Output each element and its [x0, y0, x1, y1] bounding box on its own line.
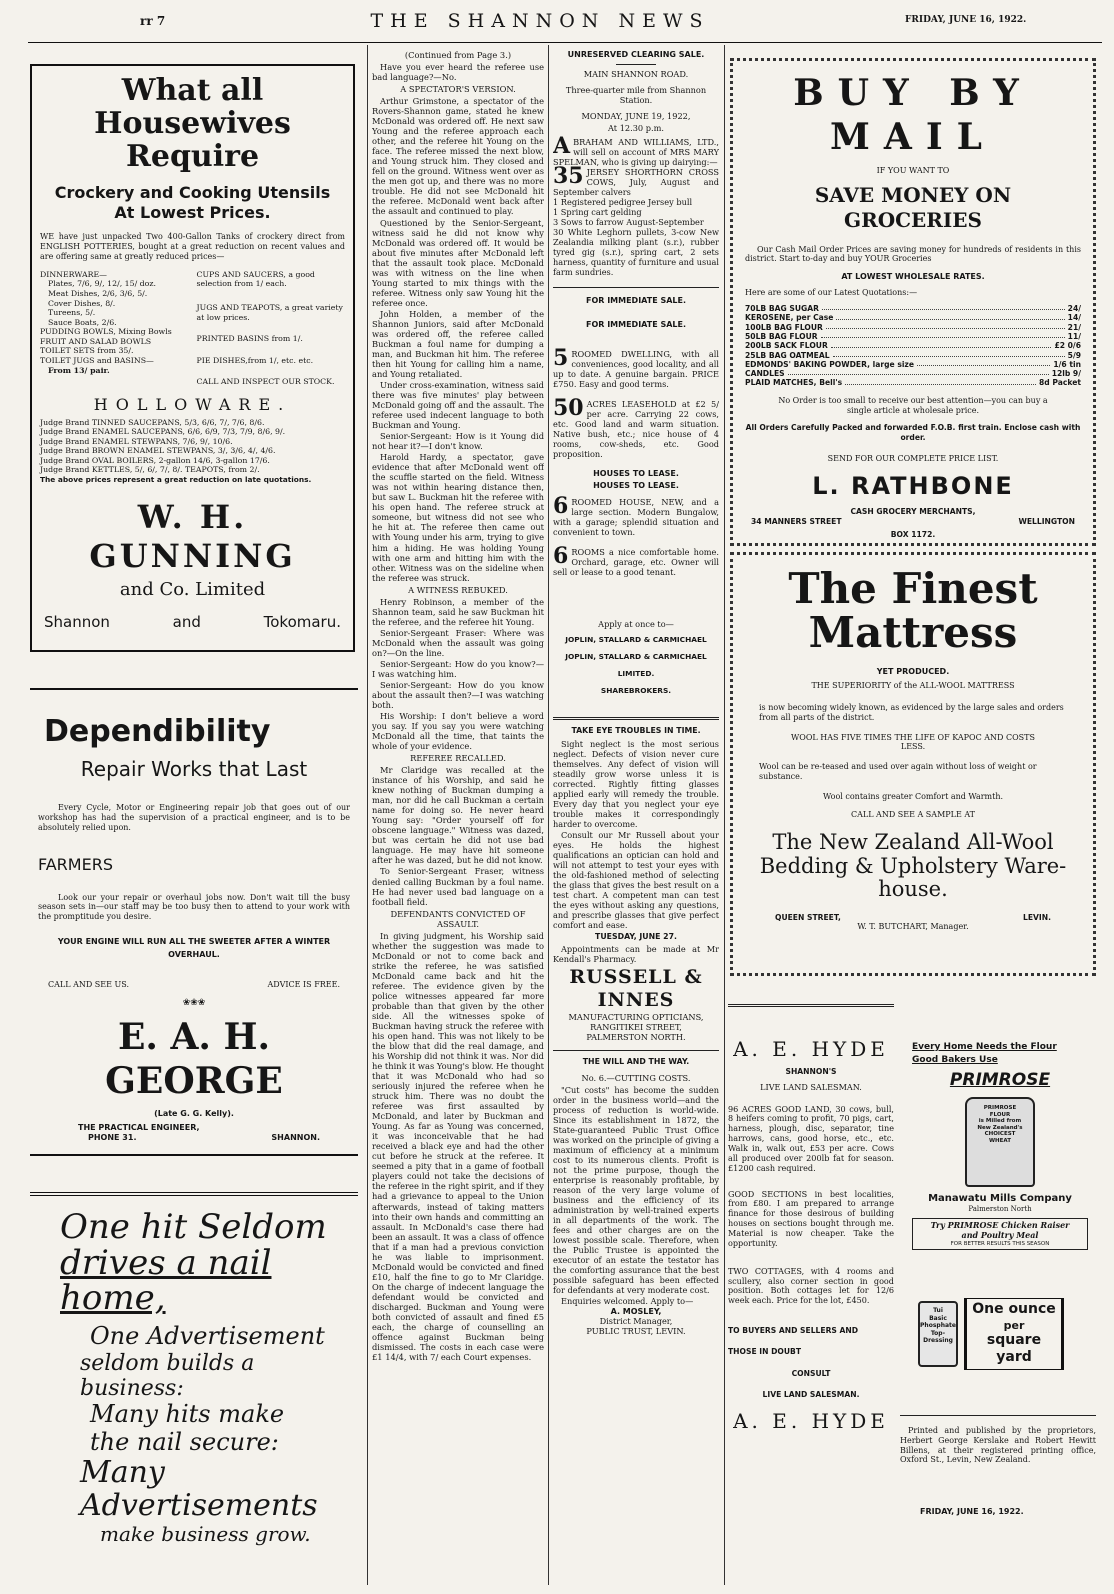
eyes-date: TUESDAY, JUNE 27.: [595, 932, 677, 942]
item-name: 25LB BAG OATMEAL: [745, 350, 830, 360]
hyde-p5: THOSE IN DOUBT: [728, 1347, 802, 1357]
mattress-firm-3: house.: [878, 876, 948, 901]
will-number: No. 6.—CUTTING COSTS.: [581, 1072, 691, 1083]
location-tokomaru: Tokomaru.: [263, 612, 341, 631]
slogan-line: drives a nail home,: [60, 1242, 272, 1319]
will-role: District Manager,: [599, 1316, 673, 1327]
gunning-headline-2: Require: [125, 139, 260, 174]
price-row: [745, 313, 1081, 322]
column-rule: [367, 45, 368, 1585]
header-rule: [28, 42, 1102, 43]
george-advice: ADVICE IS FREE.: [267, 979, 340, 989]
imprint: [900, 1412, 1096, 1582]
mattress-p2: WOOL HAS FIVE TIMES THE LIFE OF KAPOC AND COSTS LESS.: [791, 732, 1035, 752]
subheading: A SPECTATOR'S VERSION.: [400, 84, 516, 95]
sack-text: CHOICEST: [984, 1131, 1016, 1138]
slogan-line: the nail secure:: [90, 1427, 279, 1456]
list-item: TOILET JUGS and BASINS—: [40, 356, 154, 366]
rathbone-advertisement: [730, 58, 1096, 546]
george-advertisement: [30, 688, 358, 1156]
item-name: 100LB BAG FLOUR: [745, 322, 823, 332]
list-item: CUPS AND SAUCERS, a good selection from 1/ each.: [196, 269, 315, 289]
paragraph: Enquiries welcomed. Apply to—: [561, 1295, 694, 1306]
bag-text: Phosphate: [920, 1322, 956, 1329]
item-price: 1/6 tin: [1053, 359, 1081, 369]
mattress-headline-2: Mattress: [808, 608, 1018, 658]
rathbone-merch: CASH GROCERY MERCHANTS,: [850, 507, 976, 517]
eyes-heading: TAKE EYE TROUBLES IN TIME.: [571, 725, 701, 735]
price-row: [745, 323, 1081, 332]
primrose-better: FOR BETTER RESULTS THIS SEASON: [950, 1240, 1050, 1247]
hyde-name-2: A. E. HYDE: [733, 1409, 889, 1434]
primrose-advertisement: [912, 1042, 1088, 1260]
gunning-headline: What all Housewives: [94, 73, 291, 141]
list-item: TOILET SETS from 35/.: [40, 346, 134, 356]
sale-date: MONDAY, JUNE 19, 1922,: [581, 110, 691, 121]
paragraph: Henry Robinson, a member of the Shannon team, said he saw Buckman hit the referee, and the referee hit Young.: [372, 596, 544, 627]
drop-cap: A: [553, 132, 571, 159]
sack-text: WHEAT: [988, 1138, 1011, 1144]
broker-limited: LIMITED.: [617, 668, 655, 678]
sack-text: FLOUR: [989, 1111, 1011, 1118]
classifieds-column: [553, 48, 719, 1590]
hyde-consult: CONSULT: [791, 1368, 831, 1378]
primrose-try: Try PRIMROSE Chicken Raiser: [930, 1219, 1070, 1230]
drop-number: 6: [553, 542, 569, 569]
item-name: CANDLES: [745, 369, 785, 379]
fertilizer-bag-icon: [918, 1301, 958, 1367]
drop-number: 35: [553, 162, 584, 189]
gunning-locations: [40, 613, 345, 631]
mattress-p3: Wool can be re-teased and used over again without loss of weight or substance.: [759, 762, 1037, 781]
mattress-firm: The New Zealand All-Wool: [772, 830, 1054, 855]
item-price: 24/: [1067, 303, 1081, 313]
basic-slogan: One ounce: [972, 1301, 1056, 1318]
paragraph: Senior-Sergeant: How do you know about the assault then?—I was watching both.: [372, 679, 544, 710]
mattress-superiority: THE SUPERIORITY of the ALL-WOOL MATTRESS: [811, 681, 1015, 691]
subheading: DEFENDANTS CONVICTED OF ASSAULT.: [390, 908, 526, 929]
paragraph: Harold Hardy, a spectator, gave evidence that after McDonald went off the scuffle started on the field. Witness was not within hearing distance then, but saw L. Buckman hit the referee with his open hand. The referee struck at someone, but witness did not see who he hit at. The referee then came out with Young under his arm, trying to give him a hiding. He was holding Young with one arm and hitting him with the other. Witness was on the sideline when the referee was struck.: [372, 452, 544, 583]
slogan-line: One Advertisement: [90, 1322, 325, 1351]
slogan-line: One hit Seldom: [60, 1207, 327, 1247]
subheading: REFEREE RECALLED.: [410, 753, 506, 764]
primrose-mills: Manawatu Mills Company: [928, 1193, 1072, 1205]
list-item: PUDDING BOWLS, Mixing Bowls: [40, 327, 172, 337]
basic-slogan: square yard: [986, 1332, 1042, 1366]
will-name: A. MOSLEY,: [610, 1306, 662, 1316]
slogan-line: Advertisements: [80, 1488, 318, 1524]
paragraph: Senior-Sergeant: How is it Young did not hear it?—I don't know.: [372, 431, 544, 452]
list-item: Judge Brand TINNED SAUCEPANS, 5/3, 6/6, 7/, 7/6, 8/6.: [40, 417, 265, 427]
immediate-heading: FOR IMMEDIATE SALE.: [585, 295, 687, 305]
list-item: 3 Sows to farrow August-September: [553, 216, 704, 227]
rathbone-street: 34 MANNERS STREET: [751, 516, 842, 526]
bag-text: Dressing: [923, 1337, 953, 1344]
paragraph: "Cut costs" has become the sudden order in the business world—and the process of reduction is world-wide. Since its establishment in 1872, the State-guaranteed Public Trust Office was worked on the principle of giving a maximum of efficiency at a minimum cost to its numerous clients. Profit is not the prime purpose, though the enterprise is reasonably profitable, by reason of the very large volume of business and the efficiency of its administration by well-trained experts in all departments of the work. The fees and other charges are on the lowest possible scale. Therefore, when the Public Trustee is appointed the executor of an estate the testator has the comforting assurance that the best possible safeguard has been effected for defendants at very moderate cost.: [553, 1084, 719, 1295]
list-item: JUGS AND TEAPOTS, a great variety at low prices.: [196, 302, 343, 322]
list-item: 1 Spring cart gelding: [553, 206, 642, 217]
mattress-firm-2: Bedding & Upholstery Ware-: [759, 853, 1067, 878]
george-subhead: Repair Works that Last: [80, 756, 308, 781]
item-price: £2 0/6: [1054, 341, 1081, 351]
listing-text: ROOMED HOUSE, NEW, and a large section. Modern Bungalow, with a garage; splendid situation and convenient to town.: [553, 496, 719, 537]
rathbone-headline-2: SAVE MONEY ON GROCERIES: [814, 183, 1012, 232]
subheading: A WITNESS REBUKED.: [408, 584, 508, 595]
list-item: Meat Dishes, 2/6, 3/6, 5/.: [48, 288, 148, 298]
price-row: [745, 369, 1081, 378]
primrose-palm: Palmerston North: [968, 1205, 1032, 1214]
mattress-street: QUEEN STREET,: [775, 912, 841, 922]
price-row: [745, 378, 1081, 387]
price-list: [745, 304, 1081, 388]
item-price: 8d Packet: [1039, 378, 1081, 388]
item-name: PLAID MATCHES, Bell's: [745, 378, 843, 388]
item-name: 50LB BAG FLOUR: [745, 331, 818, 341]
imprint-date: FRIDAY, JUNE 16, 1922.: [920, 1507, 1024, 1517]
gunning-firm: W. H. GUNNING: [89, 498, 296, 576]
holloware-heading: HOLLOWARE.: [93, 394, 292, 414]
mattress-manager: W. T. BUTCHART, Manager.: [857, 922, 969, 932]
george-call-row: [38, 980, 350, 990]
price-row: [745, 351, 1081, 360]
mattress-p1: is now becoming widely known, as evidenced by the large sales and orders from all parts of the district.: [759, 702, 1064, 722]
paragraph: Mr Claridge was recalled at the instance of his Worship, and said he knew nothing of Buckman dumping a man, nor did he call Buckman a certain name for doing so. He never heard Young say: "Order yourself off for obscene language." Witness was dazed, but was certain he did not use bad language. He may have hit someone after he was dazed, but he did not know.: [372, 765, 544, 866]
gunning-firm-2: and Co. Limited: [119, 578, 266, 600]
slogan-line: seldom builds a business:: [80, 1350, 255, 1401]
continuation-note: (Continued from Page 3.): [404, 50, 512, 60]
issue-date: FRIDAY, JUNE 16, 1922.: [905, 15, 1027, 25]
list-item: Judge Brand KETTLES, 5/, 6/, 7/, 8/. TEAPOTS, from 2/.: [40, 465, 260, 475]
sack-text: New Zealand's: [977, 1124, 1023, 1131]
hyde-shannons: SHANNON'S: [785, 1067, 837, 1077]
basic-slogan: per: [1003, 1318, 1025, 1332]
primrose-brand: PRIMROSE: [949, 1070, 1051, 1091]
sale-intro: BRAHAM AND WILLIAMS, LTD., will sell on account of MRS MARY SPELMAN, who is giving up dairying:—: [553, 136, 719, 167]
bag-text: Top-: [930, 1329, 946, 1337]
paragraph: GOOD SECTIONS in best localities, from £80. I am prepared to arrange finance for those desirous of building houses on sections bought through me. Material is now cheaper. Take the opportunity.: [728, 1188, 894, 1248]
sack-text: PRIMROSE: [983, 1105, 1017, 1112]
drop-number: 5: [553, 345, 569, 372]
paragraph: Senior-Sergeant: How do you know?—I was watching him.: [372, 658, 544, 679]
george-late: (Late G. G. Kelly).: [154, 1109, 234, 1119]
gunning-left-list: [40, 270, 193, 387]
paragraph: Sight neglect is the most serious neglect. Defects of vision never cure themselves. Any defect of vision will steadily grow worse unless it is corrected. Rightly fitting glasses applied early will remedy the trouble. Every day that you neglect your eye trouble makes it correspondingly harder to overcome.: [553, 739, 719, 830]
location-and: and: [172, 612, 201, 631]
price-row: [745, 332, 1081, 341]
rathbone-name: L. RATHBONE: [812, 471, 1014, 500]
list-item: PIE DISHES,from 1/, etc. etc.: [196, 355, 314, 365]
column-rule: [724, 45, 725, 1585]
rathbone-quote: Here are some of our Latest Quotations:—: [745, 288, 918, 298]
mattress-town: LEVIN.: [1023, 912, 1051, 922]
paragraph: His Worship: I don't believe a word you say. If you say you were watching McDonald all the time, that taints the whole of your evidence.: [372, 711, 544, 752]
mattress-yet: YET PRODUCED.: [876, 667, 950, 677]
lease-heading: HOUSES TO LEASE.: [593, 469, 679, 479]
rathbone-sub: IF YOU WANT TO: [876, 165, 950, 175]
optician-name-2: INNES: [597, 989, 675, 1012]
sale-heading: UNRESERVED CLEARING SALE.: [567, 50, 705, 59]
location-shannon: Shannon: [44, 612, 110, 631]
listing-text: ROOMS a nice comfortable home. Orchard, garage, etc. Owner will sell or lease to a good tenant.: [553, 546, 719, 577]
list-item: CALL AND INSPECT OUR STOCK.: [196, 377, 335, 387]
newspaper-title: THE SHANNON NEWS: [370, 10, 710, 32]
lease-heading-2: HOUSES TO LEASE.: [593, 481, 679, 490]
list-item: Judge Brand OVAL BOILERS, 2-gallon 14/6, 3-gallon 17/6.: [40, 455, 270, 465]
list-item: Judge Brand ENAMEL SAUCEPANS, 6/6, 6/9, 7/3, 7/9, 8/6, 9/.: [40, 427, 286, 437]
rathbone-packed: All Orders Carefully Packed and forwarded F.O.B. first train. Enclose cash with order.: [745, 423, 1081, 442]
listing-text: ROOMED DWELLING, with all conveniences, good locality, and all up to date. A genuine bargain. PRICE £750. Easy and good terms.: [553, 349, 719, 390]
list-item: From 13/ pair.: [48, 365, 110, 375]
george-body: Every Cycle, Motor or Engineering repair job that goes out of our workshop has had the supervision of a practical engineer, and is to be absolutely relied upon.: [38, 803, 350, 833]
rathbone-small: No Order is too small to receive our best attention—you can buy a single article at wholesale price.: [778, 395, 1048, 415]
rathbone-rates: AT LOWEST WHOLESALE RATES.: [841, 272, 985, 282]
will-heading: THE WILL AND THE WAY.: [582, 1057, 690, 1067]
drop-number: 50: [553, 395, 584, 422]
george-engineer: THE PRACTICAL ENGINEER,: [78, 1122, 200, 1132]
will-org: PUBLIC TRUST, LEVIN.: [586, 1326, 686, 1337]
gunning-subhead: Crockery and Cooking Utensils: [54, 183, 331, 202]
paragraph: In giving judgment, his Worship said whether the suggestion was made to McDonald or not to come back and strike the referee, he was satisfied McDonald came back and hit the referee. The evidence given by the police witnesses appeared far more probable than that given by the other side. All the witnesses spoke of Buckman having struck the referee with his open hand. This was not likely to be the blow that did the real damage, and his Worship did not think it was. Nor did he think it was Young's blow. He thought that it was McDonald who had so seriously injured the referee when he struck him. There was no doubt the referee was first assaulted by McDonald, and later by Buckman and Young. As far as Young was concerned, it was inconceivable that he had received a black eye and had the other cut before he struck at the referee. It seemed a pity that in a game of football players could not take the decisions of the referee in the right spirit, and if they had a grievance to appeal to the Union afterwards, instead of taking matters into their own hands and committing an assault. In McDonald's case there had been an assault. It was a class of offence that if a man had a previous conviction he was liable to imprisonment. McDonald would be convicted and fined £10, half the fine to go to Mr Claridge. On the charge of indecent language the defendant would be convicted and discharged. Buckman and Young were both convicted of assault and fined £5 each, the charge of counselling an offence against Buckman being dismissed. The costs in each case were £1 14/4, with 7/ each Court expenses.: [372, 930, 544, 1362]
optician-street: RANGITIKEI STREET,: [590, 1022, 682, 1033]
hyde-live-2: LIVE LAND SALESMAN.: [762, 1389, 860, 1399]
list-item: DINNERWARE—: [40, 269, 107, 279]
rathbone-intro: Our Cash Mail Order Prices are saving money for hundreds of residents in this district. Start to-day and buy YOUR Groceries: [745, 244, 1081, 264]
slogan-line: Many hits make: [90, 1400, 285, 1429]
sale-road: MAIN SHANNON ROAD.: [583, 68, 689, 79]
list-item: Plates, 7/6, 9/, 12/, 15/ doz.: [48, 279, 156, 289]
george-call: CALL AND SEE US.: [48, 979, 129, 989]
rathbone-city: WELLINGTON: [1018, 516, 1075, 526]
paragraph: John Holden, a member of the Shannon Juniors, said after McDonald was ordered off, the referee called Buckman a foul name for dumping a man, and Buckman hit him. The referee then hit Young for calling him a name, and Young retaliated.: [372, 308, 544, 379]
sale-time: At 12.30 p.m.: [608, 122, 664, 133]
gunning-intro: WE have just unpacked Two 400-Gallon Tanks of crockery direct from ENGLISH POTTERIES, bought at a great reduction on recent values and are offering same at greatly reduced prices—: [40, 232, 345, 261]
list-item: 1 Registered pedigree Jersey bull: [553, 196, 693, 207]
primrose-top: Every Home Needs the Flour: [912, 1042, 1057, 1052]
sale-distance: Three-quarter mile from Shannon Station.: [565, 84, 707, 105]
item-price: 21/: [1067, 322, 1081, 332]
george-farmers: FARMERS: [38, 854, 113, 874]
immediate-heading-2: FOR IMMEDIATE SALE.: [585, 319, 687, 329]
primrose-meal: and Poultry Meal: [961, 1229, 1039, 1240]
george-name: E. A. H. GEORGE: [105, 1015, 283, 1102]
mattress-p4: Wool contains greater Comfort and Warmth.: [822, 791, 1004, 801]
basic-slogan-box: [964, 1298, 1064, 1370]
paragraph: Questioned by the Senior-Sergeant, witness said he did not know why McDonald was ordered off. It would be about five minutes after McDonald left that the assault took place. McDonald was with witness on the line when Young started to mix things with the referee. Witness only saw Young hit the referee once.: [372, 217, 544, 308]
list-item: Judge Brand ENAMEL STEWPANS, 7/6, 9/, 10/6.: [40, 436, 233, 446]
sale-cows: JERSEY SHORTHORN CROSS COWS, July, August and September calvers: [553, 166, 719, 197]
price-row: [745, 360, 1081, 369]
gunning-right-list: [193, 270, 346, 387]
mattress-advertisement: [730, 552, 1096, 976]
list-item: PRINTED BASINS from 1/.: [196, 334, 303, 344]
item-name: EDMONDS' BAKING POWDER, large size: [745, 359, 915, 369]
item-name: 200LB SACK FLOUR: [745, 341, 828, 351]
paragraph: To Senior-Sergeant Fraser, witness denied calling Buckman by a foul name. He had never used bad language on a football field.: [372, 866, 544, 907]
optician-desc: MANUFACTURING OPTICIANS,: [568, 1012, 704, 1023]
paragraph: Appointments can be made at Mr Kendall's Pharmacy.: [553, 943, 719, 964]
price-row: [745, 304, 1081, 313]
folio: rr 7: [140, 14, 166, 28]
george-town: SHANNON.: [271, 1132, 320, 1142]
list-item: Sauce Boats, 2/6.: [48, 317, 117, 327]
mattress-p5: CALL AND SEE A SAMPLE AT: [850, 809, 976, 819]
list-item: Cover Dishes, 8/.: [48, 298, 116, 308]
price-row: [745, 341, 1081, 350]
holloware-list: [40, 418, 345, 485]
item-price: 11/: [1067, 331, 1081, 341]
court-report-column: [372, 48, 544, 1590]
hyde-advertisement: [728, 1000, 894, 1586]
apply-note: Apply at once to—: [598, 618, 674, 629]
list-item: Judge Brand BROWN ENAMEL STEWPANS, 3/, 3/6, 4/, 4/6.: [40, 446, 276, 456]
rathbone-box: BOX 1172.: [890, 530, 936, 540]
paragraph: Senior-Sergeant Fraser: Where was McDonald when the assault was going on?—On the line.: [372, 627, 544, 658]
rathbone-send: SEND FOR OUR COMPLETE PRICE LIST.: [827, 454, 999, 464]
optician-name: RUSSELL &: [569, 965, 703, 988]
george-headline: Dependibility: [44, 714, 271, 749]
george-phone: PHONE 31.: [88, 1132, 137, 1142]
listing-text: ACRES LEASEHOLD at £2 5/ per acre. Carrying 22 cows, etc. Good land and warm situation. Native bush, etc.; nice house of 4 rooms, cow-sheds, etc. Good proposition.: [553, 399, 719, 460]
bag-text: Basic: [929, 1314, 947, 1322]
gunning-note: The above prices represent a great reduction on late quotations.: [40, 475, 312, 485]
george-engine: YOUR ENGINE WILL RUN ALL THE SWEETER AFTER A WINTER OVERHAUL.: [57, 937, 331, 959]
item-price: 12lb 9/: [1051, 369, 1081, 379]
slogan-line: Many: [80, 1455, 165, 1491]
paragraph: Have you ever heard the referee use bad language?—No.: [372, 62, 544, 83]
paragraph: Arthur Grimstone, a spectator of the Rovers-Shannon game, stated he knew McDonald was ordered off. He next saw Young and the referee approach each other, and the referee hit Young on the face. The referee missed the next blow, and Young struck him. They closed and fell on the ground. Witness went over as the men got up, and there was no more trouble. He did not see McDonald hit the referee. McDonald went back after the assault and continued to play.: [372, 96, 544, 217]
column-rule: [548, 45, 549, 1585]
broker-name-2: JOPLIN, STALLARD & CARMICHAEL: [565, 651, 707, 661]
hyde-live: LIVE LAND SALESMAN.: [760, 1081, 862, 1092]
item-name: 70LB BAG SUGAR: [745, 303, 819, 313]
list-item: FRUIT AND SALAD BOWLS: [40, 336, 152, 346]
george-body-2: Look our your repair or overhaul jobs now. Don't wait till the busy season sets in—our staff may be too busy then to attend to your work with the promptitude you desire.: [38, 892, 350, 922]
paragraph: TWO COTTAGES, with 4 rooms and scullery, also corner section in good position. Both cottages let for 12/6 week each. Price for the lot, £450.: [728, 1265, 894, 1306]
masthead: [0, 6, 1114, 40]
mattress-headline: The Finest: [788, 564, 1038, 613]
bag-text: Tui: [933, 1307, 943, 1314]
gunning-advertisement: [30, 64, 355, 652]
imprint-text: Printed and published by the proprietors, Herbert George Kerslake and Robert Hewitt Billens, at their registered printing office, Oxford St., Levin, New Zealand.: [900, 1426, 1096, 1465]
basic-advertisement: [918, 1298, 1068, 1370]
item-name: KEROSENE, per Case: [745, 313, 834, 323]
sack-text: is Milled from: [978, 1118, 1022, 1125]
ornament-icon: ❀❀❀: [182, 997, 206, 1008]
broker-role: SHAREBROKERS.: [600, 685, 672, 695]
paragraph: Consult our Mr Russell about your eyes. He holds the highest qualifications an optician can hold and will not attempt to test your eyes with the old-fashioned method of selecting the glass that gives the best result on a test chart. A competent man can test the eyes without asking any questions, and prescribe glasses that give perfect comfort and ease.: [553, 830, 719, 931]
list-item: Tureens, 5/.: [48, 308, 96, 318]
list-item: 30 White Leghorn pullets, 3-cow New Zealandia milking plant (s.r.), rubber tyred gig (s.r.), spring cart, 2 sets harness, quantity of furniture and usual farm sundries.: [553, 226, 719, 277]
broker-name: JOPLIN, STALLARD & CARMICHAEL: [565, 634, 707, 644]
paragraph: Under cross-examination, witness said there was five minutes' play between McDonald going off and the assault. The referee used indecent language to both Buckman and Young.: [372, 380, 544, 431]
hyde-name: A. E. HYDE: [733, 1037, 889, 1061]
primrose-good: Good Bakers Use: [912, 1055, 998, 1066]
slogan-line: make business grow.: [100, 1522, 311, 1547]
item-price: 5/9: [1067, 350, 1081, 360]
flour-sack-icon: [965, 1097, 1035, 1187]
slogan-advertisement: [30, 1192, 358, 1584]
hyde-p4: TO BUYERS AND SELLERS AND: [728, 1326, 859, 1336]
primrose-box: [912, 1218, 1088, 1250]
optician-town: PALMERSTON NORTH.: [586, 1032, 686, 1043]
drop-number: 6: [553, 492, 569, 519]
rathbone-headline: BUY BY MAIL: [793, 72, 1033, 159]
paragraph: 96 ACRES GOOD LAND, 30 cows, bull, 8 heifers coming to profit, 70 pigs, cart, harness, plough, disc, separator, tine harrows, cans, good horse, etc., etc. Walk in, walk out, £53 per acre. Cows all produced over 200lb fat for season. £1200 cash required.: [728, 1103, 894, 1173]
item-price: 14/: [1067, 313, 1081, 323]
gunning-subhead-2: At Lowest Prices.: [114, 202, 271, 222]
